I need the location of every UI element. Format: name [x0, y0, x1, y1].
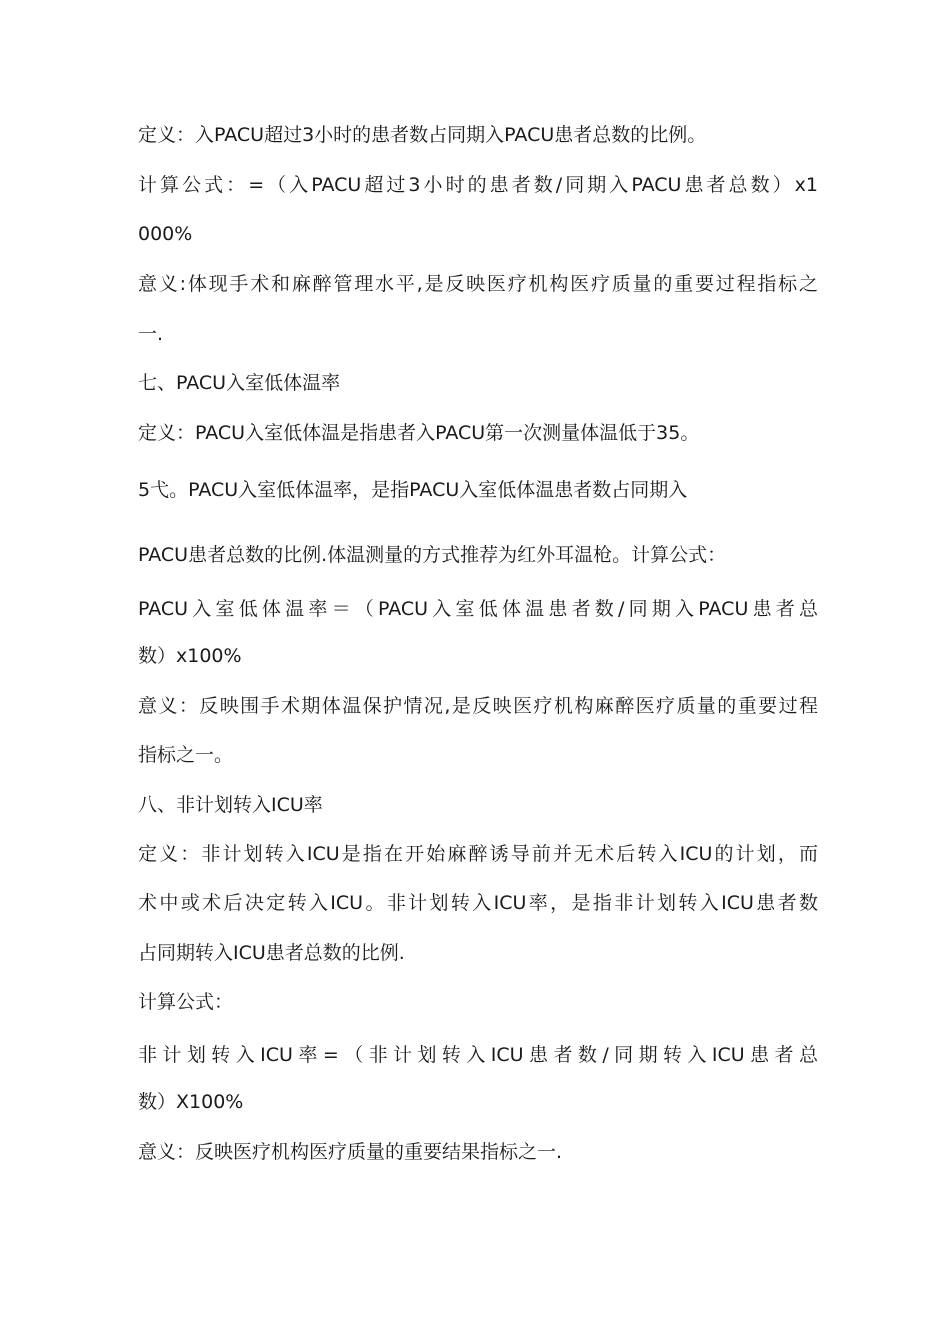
text-line: 计算公式：	[138, 991, 234, 1013]
text-line: 意义:体现手术和麻醉管理水平,是反映医疗机构医疗质量的重要过程指标之	[138, 273, 818, 295]
text-line: PACU患者总数的比例.体温测量的方式推荐为红外耳温枪。计算公式：	[138, 544, 727, 566]
text-line: 数）X100%	[138, 1091, 244, 1113]
text-line: 术中或术后决定转入ICU。非计划转入ICU率，是指非计划转入ICU患者数	[138, 892, 818, 914]
text-line: 数）x100%	[138, 645, 242, 667]
section-heading: 七、PACU入室低体温率	[138, 372, 341, 394]
text-line: 占同期转入ICU患者总数的比例.	[138, 942, 405, 964]
text-line: 定义：PACU入室低体温是指患者入PACU第一次测量体温低于35。	[138, 422, 700, 444]
text-line: 意义：反映围手术期体温保护情况,是反映医疗机构麻醉医疗质量的重要过程	[138, 695, 818, 717]
text-line: 5弋。PACU入室低体温率，是指PACU入室低体温患者数占同期入	[138, 479, 688, 501]
text-line: 000%	[138, 223, 193, 245]
text-line: 非计划转入ICU率=（非计划转入ICU患者数/同期转入ICU患者总	[138, 1044, 818, 1066]
text-line: 定义：入PACU超过3小时的患者数占同期入PACU患者总数的比例。	[138, 124, 707, 146]
text-line: PACU入室低体温率＝（PACU入室低体温患者数/同期入PACU患者总	[138, 598, 818, 620]
text-line: 一.	[138, 323, 164, 345]
text-line: 意义：反映医疗机构医疗质量的重要结果指标之一.	[138, 1141, 563, 1163]
text-line: 定义：非计划转入ICU是指在开始麻醉诱导前并无术后转入ICU的计划，而	[138, 843, 818, 865]
text-line: 计算公式：=（入PACU超过3小时的患者数/同期入PACU患者总数）x1	[138, 174, 818, 196]
section-heading: 八、非计划转入ICU率	[138, 794, 323, 816]
text-line: 指标之一。	[138, 744, 234, 766]
